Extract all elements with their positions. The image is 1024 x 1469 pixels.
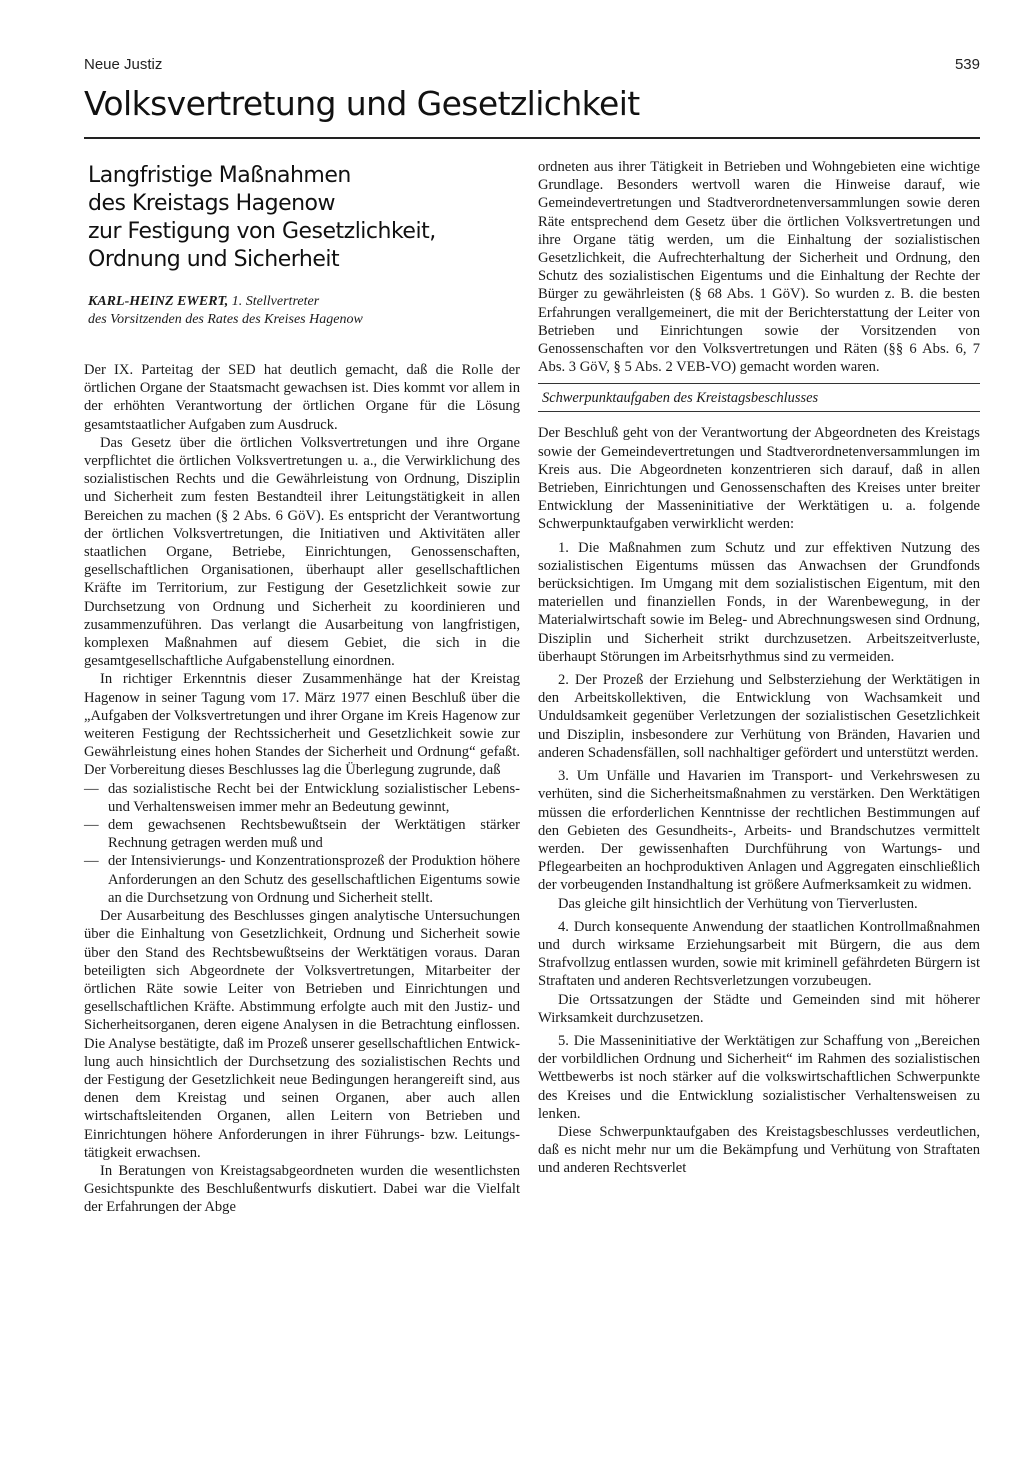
body-paragraph: In Beratungen von Kreistagsabgeordneten wurden die wesentlichsten Gesichtspunkte des Beschlußentwurfs diskutiert. Dabei war die Vielfalt der Erfahrungen der Abge — [84, 1162, 520, 1216]
article-title-line: Ordnung und Sicherheit — [88, 247, 340, 272]
article-title — [84, 162, 520, 274]
section-title: Volksvertretung und Gesetzlichkeit — [84, 84, 640, 123]
numbered-point: 5. Die Masseninitiative der Werktätigen zur Schaffung von „Bereichen der vorbildlichen Ordnung und Sicherheit“ im Rahmen des sozialistischen Wettbewerbs ist noch stärker auf die volkswirtschaftlichen Schwerpunkte des Kreises und die Entwicklung sozialistischer Verhaltensweisen zu lenken. — [538, 1032, 980, 1122]
dash-item-text: das sozialistische Recht bei der Entwicklung sozialistischer Lebens- und Verhaltensweisen immer mehr an Bedeutung gewinnt, — [108, 780, 520, 815]
author-role: 1. Stellvertreter — [231, 294, 320, 309]
subheading-rule-top — [538, 383, 980, 384]
body-paragraph: Das gleiche gilt hinsichtlich der Verhütung von Tierverlusten. — [558, 895, 918, 912]
numbered-point: 4. Durch konsequente Anwendung der staatlichen Kontrollmaßnahmen und durch wirksame Erziehungsarbeit mit Bürgern, die aus dem Strafvollzug entlassen wurden, sowie mit kriminell gefährdeten Bürgern ist Straftaten und anderen Rechtsverletzungen vorzubeugen. — [538, 918, 980, 990]
body-paragraph: Das Gesetz über die örtlichen Volksvertretungen und ihre Organe verpflichtet die örtlichen Volksvertretungen u. a., die Verwirklichung des sozialistischen Rechts und die Gewährleistung von Ordnung, Disziplin und Sicherheit zum festen Bestandteil ihrer Leitungstätigkeit in allen Bereichen zu machen (§ 2 Abs. 6 GöV). Es entspricht der Verantwortung der örtlichen Volksvertretungen, die Initiativen und Aktivitäten aller staatlichen Organe, Betriebe, Einrichtungen, Genossenschaften, gesellschaftlichen Organisationen, überhaupt aller gesellschaftlichen Kräfte im Territorium, zur Festigung der Gesetzlichkeit sowie zur Durchsetzung von Ordnung und Sicherheit zu koordinieren und zusammenzuführen. Das verlangt die Ausarbeitung von langfristigen, komplexen Maßnahmen auf diesem Gebiet, die sich in die gesamtgesellschaftliche Aufgabenstellung einordnen. — [84, 434, 520, 670]
section-rule — [84, 137, 980, 139]
author-byline — [84, 293, 520, 329]
author-role-line-2: des Vorsitzenden des Rates des Kreises Hagenow — [88, 312, 363, 327]
dash-item-text: dem gewachsenen Rechtsbewußtsein der Werktätigen stärker Rechnung getragen werden muß und — [108, 817, 520, 852]
numbered-point: 3. Um Unfälle und Havarien im Transport- und Verkehrswesen zu verhüten, sind die Sicherheitsmaßnahmen zu verstärken. Den Werktätigen müssen die erforderlichen Kenntnisse der rechtlichen Bestimmungen auf den Gebieten des Gesundheits-, Arbeits- und Brandschutzes vermittelt werden. Der gewissenhaften Durchführung von Wartungs- und Pflegearbeiten an hochproduktiven Anlagen und Aggregaten einschließlich der vorbeugenden Instandhaltung ist größere Aufmerksamkeit zu widmen. — [538, 768, 980, 894]
subheading-rule-bottom — [538, 411, 980, 412]
body-paragraph: Der Beschluß geht von der Verantwortung der Abgeordneten des Kreistags sowie der Gemeindevertretungen und Stadtverordnetenversammlungen im Kreis aus. Die Abgeordneten konzentrieren sich darauf, daß in allen Betrieben, Einrichtungen und Genossenschaften des Kreises unter breiter Entwicklung der Masseninitiative der Werktätigen u. a. folgende Schwerpunktaufgaben verwirklicht werden: — [538, 425, 980, 533]
body-paragraph: Die Ortssatzungen der Städte und Gemeinden sind mit höherer Wirksamkeit durchzusetzen. — [538, 991, 980, 1026]
article-title-line: zur Festigung von Gesetzlichkeit, — [88, 219, 436, 244]
left-column — [84, 160, 520, 1217]
body-paragraph: In richtiger Erkenntnis dieser Zusammenhänge hat der Kreistag Hagenow in seiner Tagung vom 17. März 1977 einen Beschluß über die „Aufgaben der Volksvertretungen und ihrer Organe im Kreis Hagenow zur weiteren Festigung der Rechtssicherheit und Gesetzlichkeit sowie zur Gewährleistung eines hohen Standes der Sicherheit und Ordnung“ gefaßt. Der Vorbereitung dieses Beschlusses lag die Überlegung zugrunde, daß — [84, 671, 520, 779]
dash-list — [84, 780, 520, 907]
author-name: KARL-HEINZ EWERT, — [88, 294, 229, 309]
subheading: Schwerpunktaufgaben des Kreistagsbeschlusses — [542, 390, 819, 407]
body-paragraph: Der Ausarbeitung des Beschlusses gingen analytische Untersuchungen über die Einhaltung von Gesetzlichkeit, Ordnung und Sicherheit sowie über den Stand des Rechtsbewußtseins der Werktätigen voraus. Daran beteiligten sich Abgeordnete der Volksvertretungen, Mitarbeiter der örtlichen Räte sowie Leiter von Betrieben und Einrichtungen und gesellschaftlichen Kräfte. Abstimmung erfolgte auch mit den Justiz- und Sicherheitsorganen, deren eigene Analysen in die Betrachtung einflossen. Die Analyse bestätigte, daß im Prozeß unserer gesellschaftlichen Entwicklung auch hinsichtlich der Durchsetzung des sozialistischen Rechts und der Festigung der Gesetzlichkeit neue Bedingungen herangereift sind, aus denen dem Kreistag und seinen Organen, aber auch allen wirtschaftsleitenden Organen, allen Leitern von Betrieben und Einrichtungen höhere Anforderungen in ihrer Führungs- bzw. Leitungstätigkeit erwachsen. — [84, 908, 520, 1161]
article-title-line: des Kreistags Hagenow — [88, 191, 336, 216]
article-body-left — [84, 361, 520, 1217]
page-number: 539 — [954, 56, 980, 73]
dash-list-item: — das sozialistische Recht bei der Entwicklung sozialistischer Lebens- und Verhaltensweisen immer mehr an Bedeutung gewinnt, — [84, 780, 520, 815]
numbered-point: 1. Die Maßnahmen zum Schutz und zur effektiven Nutzung des sozialistischen Eigentums müssen das Anwachsen der Grundfonds berücksichtigen. Im Umgang mit dem sozialistischen Eigentum, mit den materiellen und finanziellen Fonds, in der Warenbewegung, in der Materialwirtschaft sowie im Beleg- und Abrechnungswesen sind Ordnung, Disziplin und Sicherheit strikt durchzusetzen. Arbeitszeitverluste, überhaupt Störungen im Arbeitsrhythmus sind zu vermeiden. — [538, 539, 980, 665]
dash-list-item: — dem gewachsenen Rechtsbewußtsein der Werktätigen stärker Rechnung getragen werden muß und — [84, 817, 520, 852]
running-head — [84, 56, 980, 76]
body-paragraph: Der IX. Parteitag der SED hat deutlich gemacht, daß die Rolle der örtlichen Organe der Staatsmacht gewachsen ist. Dies kommt vor allem in der erhöhten Verantwortung der örtlichen Organe für die Lösung gesamtstaatlicher Aufgaben zum Ausdruck. — [84, 362, 520, 433]
body-paragraph: ordneten aus ihrer Tätigkeit in Betrieben und Wohngebieten eine wichtige Grundlage. Besonders wertvoll waren die Hinweise darauf, wie Gemeindevertretungen und Stadtverordnetenversammlungen sowie deren Räte entsprechend dem Gesetz über die örtlichen Volksvertretungen und ihre Organe tätig werden, um die Einhaltung der sozialistischen Gesetzlichkeit, die Aufrechterhaltung der Sicherheit und Ordnung, den Schutz des sozialistischen Eigentums und die Einhaltung der Rechte der Bürger zu gewährleisten (§ 68 Abs. 1 GöV). So wurden z. B. die besten Erfahrungen verallgemeinert, die mit der Berichterstattung der Leiter von Betrieben und Einrichtungen sowie der Vorsitzenden von Genossenschaften vor den Volksvertretungen und Räten (§§ 6 Abs. 6, 7 Abs. 3 GöV, § 5 Abs. 2 VEB-VO) gemacht worden waren. — [538, 159, 980, 376]
journal-name: Neue Justiz — [84, 56, 163, 73]
dash-list-item: — der Intensivierungs- und Konzentrationsprozeß der Produktion höhere Anforderungen an den Schutz des gesellschaftlichen Eigentums sowie an die Durchsetzung von Ordnung und Sicherheit stellt. — [84, 853, 520, 906]
dash-item-text: der Intensivierungs- und Konzentrationsprozeß der Produktion höhere Anforderungen an den Schutz des gesellschaftlichen Eigentums sowie an die Durchsetzung von Ordnung und Sicherheit stellt. — [108, 853, 520, 906]
right-column — [538, 158, 980, 1178]
numbered-point: 2. Der Prozeß der Erziehung und Selbsterziehung der Werktätigen in den Arbeitskollektiven, die Entwicklung von Wachsamkeit und Unduldsamkeit gegenüber Verletzungen der sozialistischen Gesetzlichkeit und Disziplin, insbesondere zur Verhütung von Bränden, Havarien und anderen Schadensfällen, soll nachhaltiger gefördert und unterstützt werden. — [538, 672, 980, 761]
body-paragraph: Diese Schwerpunktaufgaben des Kreistagsbeschlusses verdeutlichen, daß es nicht mehr nur um die Bekämpfung und Verhütung von Straftaten und anderen Rechtsverlet — [538, 1123, 980, 1177]
article-title-line: Langfristige Maßnahmen — [88, 163, 351, 188]
